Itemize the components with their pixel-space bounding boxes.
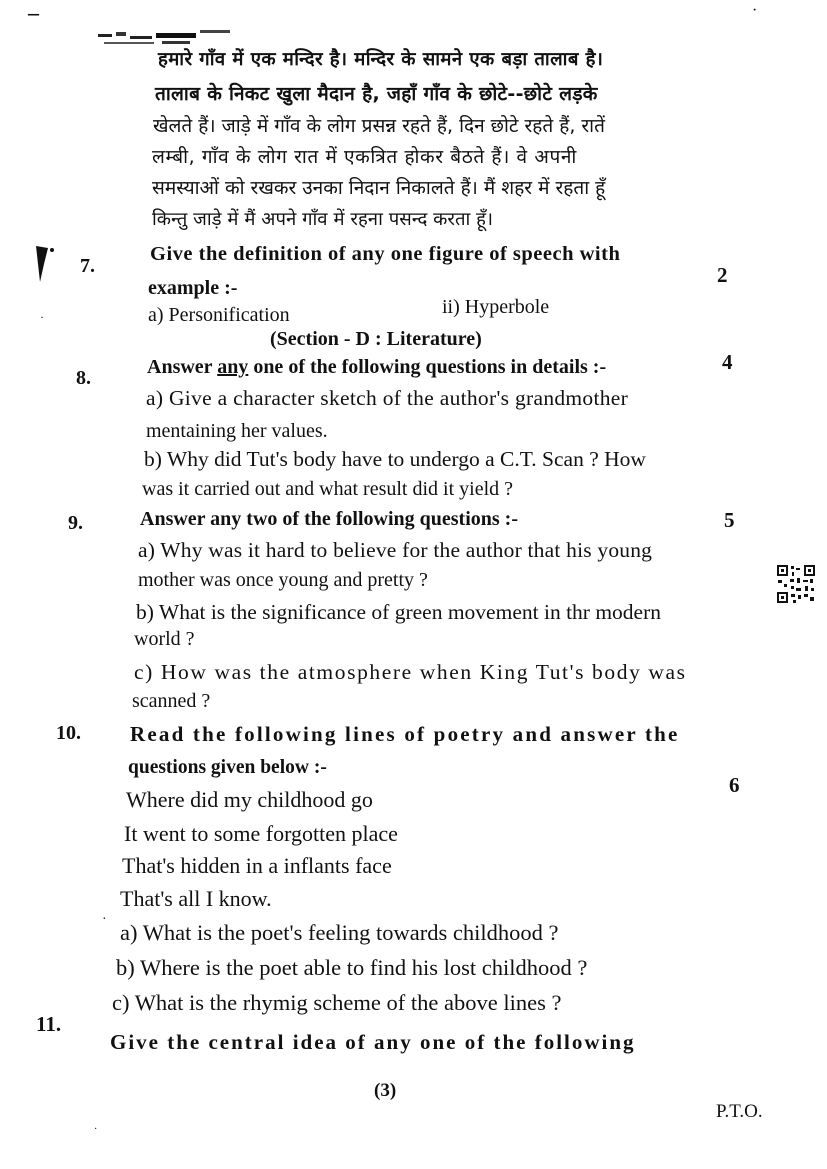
scan-speck: · [94,1124,98,1135]
q9-text: Answer any two of the following questions :- [140,508,518,530]
hindi-passage-line: किन्तु जाड़े में मैं अपने गाँव में रहना पसन्द करता हूँ। [152,209,494,230]
page-number: (3) [374,1080,397,1101]
q7-text-cont: example :- [148,277,238,299]
q9-option-b-cont: world ? [134,628,195,650]
question-number-10: 10. [56,722,81,744]
q9-option-a-cont: mother was once young and pretty ? [138,569,428,591]
margin-mark [34,244,56,284]
section-d-heading: (Section - D : Literature) [270,328,482,350]
poem-line: Where did my childhood go [126,787,373,812]
poem-line: That's all I know. [120,886,272,911]
hindi-passage-line: तालाब के निकट खुला मैदान है, जहाँ गाँव के छोटे--छोटे लड़के [155,83,598,105]
q8-text [147,356,606,379]
margin-dot: · [40,310,44,324]
q8-text-pre: Answer [147,356,218,378]
corner-dot: · [752,2,758,19]
q9-option-c-cont: scanned ? [132,690,211,712]
q9-option-a: a) Why was it hard to believe for the author that his young [138,538,653,562]
q9-option-b: b) What is the significance of green movement in thr modern [136,600,661,624]
q10-option-a: a) What is the poet's feeling towards childhood ? [120,920,559,945]
q8-text-any: any [217,356,249,378]
q8-option-a: a) Give a character sketch of the author's grandmother [146,386,629,410]
q10-text: Read the following lines of poetry and answer the [130,722,680,746]
header-mark: – [28,0,39,25]
qr-code [776,564,816,604]
poem-line: That's hidden in a inflants face [122,853,392,878]
hindi-passage-line: हमारे गाँव में एक मन्दिर है। मन्दिर के सामने एक बड़ा तालाब है। [158,49,604,70]
hindi-passage-line: खेलते हैं। जाड़े में गाँव के लोग प्रसन्न रहते हैं, दिन छोटे रहते हैं, रातें [153,115,605,137]
poem-line: It went to some forgotten place [124,821,398,846]
q10-text-cont: questions given below :- [128,757,327,778]
question-number-11: 11. [36,1012,62,1036]
q8-text-post: one of the following questions in details :- [248,356,607,378]
q10-option-b: b) Where is the poet able to find his lost childhood ? [116,955,588,980]
q10-option-c: c) What is the rhymig scheme of the above lines ? [112,990,562,1015]
q10-marks: 6 [729,773,740,797]
question-number-9: 9. [68,512,83,534]
bullet-dot: · [102,912,107,927]
q8-option-a-cont: mentaining her values. [146,420,328,442]
q11-text: Give the central idea of any one of the following [110,1030,636,1054]
hindi-passage-line: समस्याओं को रखकर उनका निदान निकालते हैं। मैं शहर में रहता हूँ [152,177,606,199]
q7-marks: 2 [717,263,728,287]
question-number-8: 8. [76,367,91,389]
pto-label: P.T.O. [716,1101,763,1122]
q9-marks: 5 [724,508,735,532]
q7-option-a: a) Personification [148,304,290,326]
question-number-7: 7. [80,255,95,277]
q9-option-c: c) How was the atmosphere when King Tut's body was [134,660,687,684]
q7-text: Give the definition of any one figure of speech with [150,243,621,265]
q8-option-b: b) Why did Tut's body have to undergo a C.T. Scan ? How [144,447,646,471]
q8-marks: 4 [722,350,733,374]
q7-option-b: ii) Hyperbole [442,296,550,318]
hindi-passage-line: लम्बी, गाँव के लोग रात में एकत्रित होकर बैठते हैं। वे अपनी [152,146,577,168]
q8-option-b-cont: was it carried out and what result did it yield ? [142,478,514,500]
